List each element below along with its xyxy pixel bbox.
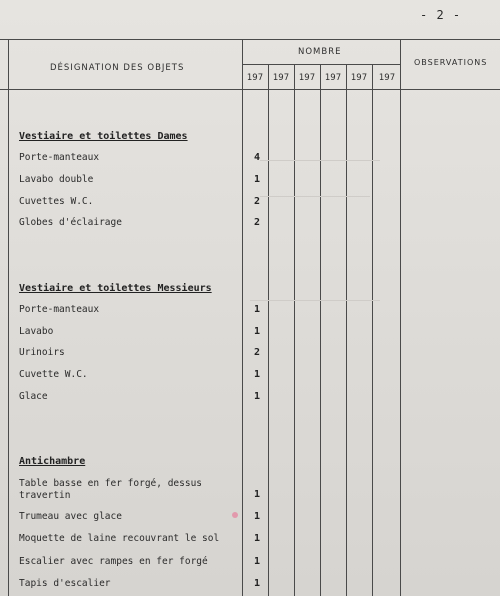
- item-quantity: 2: [253, 347, 261, 358]
- bleed-through-texture: [260, 196, 370, 197]
- item-quantity: 2: [253, 217, 261, 228]
- header-bottom-border: [0, 89, 500, 90]
- item-quantity: 1: [253, 533, 261, 544]
- list-item: Globes d'éclairage: [19, 217, 122, 228]
- list-item: Glace: [19, 391, 48, 402]
- list-item: Urinoirs: [19, 347, 65, 358]
- list-item: Lavabo double: [19, 174, 94, 185]
- year-row-top-border: [242, 64, 400, 65]
- year-header: 197: [378, 73, 396, 83]
- left-border: [8, 39, 9, 596]
- section-title: Vestiaire et toilettes Dames: [19, 131, 188, 142]
- year-header: 197: [298, 73, 316, 83]
- nombre-right-border: [400, 39, 401, 596]
- designation-header: DÉSIGNATION DES OBJETS: [50, 63, 185, 73]
- item-quantity: 1: [253, 556, 261, 567]
- year-header: 197: [246, 73, 264, 83]
- list-item: Cuvette W.C.: [19, 369, 88, 380]
- item-quantity: 4: [253, 152, 261, 163]
- item-quantity: 1: [253, 174, 261, 185]
- list-item: Moquette de laine recouvrant le sol: [19, 533, 220, 544]
- year-divider: [346, 64, 347, 596]
- year-header: 197: [272, 73, 290, 83]
- list-item: Porte-manteaux: [19, 152, 100, 163]
- observations-header: OBSERVATIONS: [414, 58, 488, 67]
- list-item: Lavabo: [19, 326, 54, 337]
- item-quantity: 1: [253, 578, 261, 589]
- item-quantity: 1: [253, 391, 261, 402]
- list-item: Cuvettes W.C.: [19, 196, 94, 207]
- item-quantity: 1: [253, 304, 261, 315]
- nombre-header: NOMBRE: [298, 47, 342, 57]
- designation-divider: [242, 39, 243, 596]
- list-item: Tapis d'escalier: [19, 578, 111, 589]
- item-quantity: 1: [253, 369, 261, 380]
- page-number: - 2 -: [420, 8, 462, 22]
- year-header: 197: [324, 73, 342, 83]
- bleed-through-texture: [250, 300, 380, 301]
- section-title: Antichambre: [19, 456, 86, 467]
- year-header: 197: [350, 73, 368, 83]
- item-quantity: 1: [253, 489, 261, 500]
- list-item: Porte-manteaux: [19, 304, 100, 315]
- list-item: Trumeau avec glace: [19, 511, 122, 522]
- list-item: Escalier avec rampes en fer forgé: [19, 556, 208, 567]
- pink-ink-mark: [232, 512, 238, 518]
- table-top-border: [0, 39, 500, 40]
- section-title: Vestiaire et toilettes Messieurs: [19, 283, 212, 294]
- list-item: Table basse en fer forgé, dessus travertin: [19, 478, 203, 501]
- year-divider: [372, 64, 373, 596]
- year-divider: [294, 64, 295, 596]
- item-quantity: 1: [253, 326, 261, 337]
- item-quantity: 1: [253, 511, 261, 522]
- year-divider: [320, 64, 321, 596]
- item-quantity: 2: [253, 196, 261, 207]
- bleed-through-texture: [260, 160, 380, 161]
